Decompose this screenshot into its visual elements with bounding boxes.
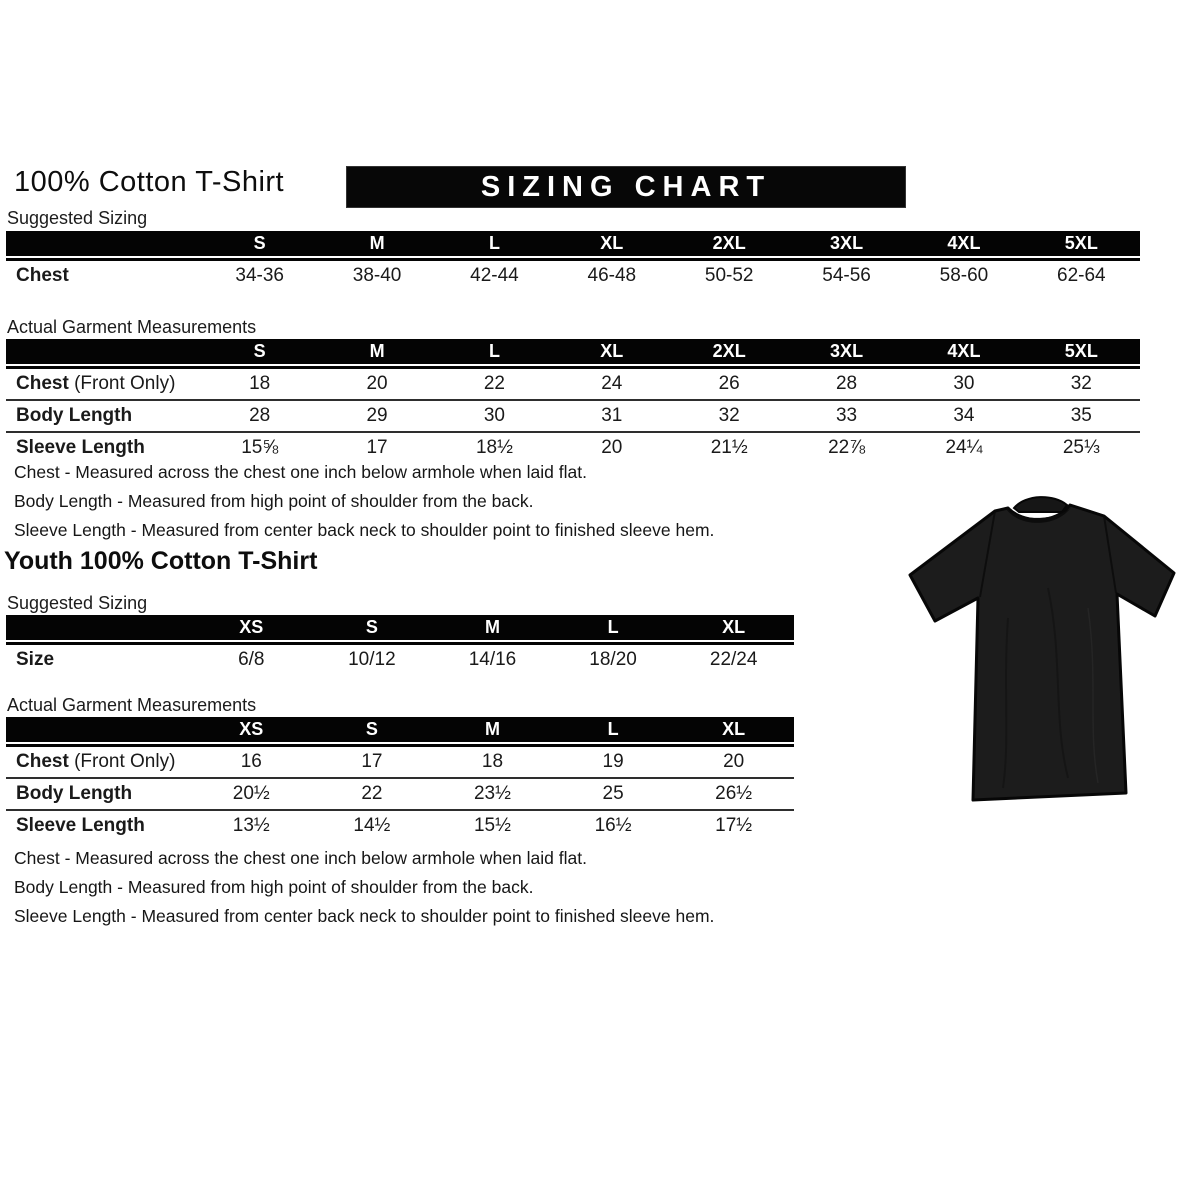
table-row [6, 369, 1140, 399]
measurement-value: 25 [602, 783, 624, 804]
measurement-value: 6/8 [238, 649, 265, 670]
size-column-header: 5XL [1064, 341, 1098, 361]
row-label: Sleeve Length [16, 437, 145, 458]
size-column-header: L [607, 617, 619, 637]
measurement-value: 26 [718, 373, 740, 394]
note-chest: Chest - Measured across the chest one inch below armhole when laid flat. [14, 462, 587, 482]
size-column-header: XS [239, 719, 264, 739]
size-column-header: 3XL [830, 233, 864, 253]
measurement-value: 17 [366, 437, 388, 458]
measurement-value: 19 [602, 751, 624, 772]
row-label: Size [16, 649, 55, 670]
size-column-header: XL [722, 719, 746, 739]
size-column-header: 3XL [830, 341, 864, 361]
table-row [6, 747, 794, 777]
tshirt-image [898, 478, 1188, 813]
note-body-length: Body Length - Measured from high point of shoulder from the back. [14, 491, 534, 511]
measurement-value: 34 [953, 405, 975, 426]
youth-suggested-sizing-table [6, 615, 794, 675]
measurement-value: 13½ [232, 815, 270, 836]
measurement-value: 20 [601, 437, 623, 458]
note-sleeve-length: Sleeve Length - Measured from center back neck to shoulder point to finished sleeve hem. [14, 906, 715, 926]
adult-suggested-sizing-table [6, 231, 1140, 291]
measurement-value: 32 [718, 405, 740, 426]
size-column-header: S [365, 617, 378, 637]
youth-actual-measurements-table [6, 717, 794, 841]
table-row [6, 399, 1140, 431]
youth-suggested-sizing-label: Suggested Sizing [7, 593, 148, 613]
size-column-header: M [484, 617, 500, 637]
size-column-header: XL [600, 341, 624, 361]
sizing-chart-banner: SIZING CHART [347, 167, 905, 207]
measurement-value: 10/12 [348, 649, 396, 670]
measurement-value: 31 [601, 405, 623, 426]
measurement-value: 38-40 [352, 265, 402, 286]
adult-actual-measurements-label: Actual Garment Measurements [7, 317, 257, 337]
measurement-value: 22/24 [709, 649, 758, 670]
size-column-header: L [488, 233, 500, 253]
adult-suggested-sizing-label: Suggested Sizing [7, 208, 148, 228]
table-row [6, 261, 1140, 291]
row-label: Body Length [16, 405, 133, 426]
measurement-value: 20 [366, 373, 388, 394]
measurement-value: 23½ [473, 783, 511, 804]
measurement-value: 14/16 [468, 649, 517, 670]
measurement-value: 54-56 [822, 265, 871, 286]
size-column-header: M [484, 719, 500, 739]
note-chest: Chest - Measured across the chest one inch below armhole when laid flat. [14, 848, 587, 868]
measurement-value: 26½ [715, 783, 753, 804]
size-column-header: 2XL [712, 233, 746, 253]
row-label: Chest (Front Only) [16, 373, 176, 394]
adult-actual-measurements-table [6, 339, 1140, 463]
size-column-header: XS [239, 617, 264, 637]
measurement-value: 50-52 [704, 265, 754, 286]
table-header-bar [6, 339, 1140, 364]
measurement-value: 28 [249, 405, 271, 426]
table-row [6, 645, 794, 675]
size-column-header: L [488, 341, 500, 361]
measurement-value: 14½ [353, 815, 391, 836]
measurement-value: 24 [601, 373, 623, 394]
measurement-value: 22⅞ [828, 437, 866, 458]
size-column-header: 4XL [947, 233, 981, 253]
measurement-value: 34-36 [235, 265, 284, 286]
row-label: Chest (Front Only) [16, 751, 176, 772]
row-label: Body Length [16, 783, 133, 804]
row-label: Sleeve Length [16, 815, 145, 836]
size-column-header: S [365, 719, 378, 739]
size-column-header: XL [600, 233, 624, 253]
measurement-value: 18 [481, 751, 504, 772]
size-column-header: S [253, 341, 266, 361]
size-column-header: 2XL [712, 341, 746, 361]
measurement-value: 32 [1070, 373, 1092, 394]
table-header-bar [6, 231, 1140, 256]
size-column-header: M [369, 233, 385, 253]
measurement-value: 15⅝ [241, 437, 279, 458]
measurement-value: 30 [483, 405, 505, 426]
size-column-header: S [253, 233, 266, 253]
measurement-value: 20½ [232, 783, 270, 804]
youth-section-title: Youth 100% Cotton T-Shirt [4, 547, 318, 575]
measurement-value: 22 [361, 783, 383, 804]
measurement-value: 62-64 [1057, 265, 1106, 286]
youth-actual-measurements-label: Actual Garment Measurements [7, 695, 257, 715]
measurement-value: 42-44 [470, 265, 519, 286]
table-header-bar [6, 615, 794, 640]
measurement-value: 21½ [710, 437, 748, 458]
measurement-value: 33 [835, 405, 858, 426]
measurement-value: 28 [835, 373, 858, 394]
note-sleeve-length: Sleeve Length - Measured from center back neck to shoulder point to finished sleeve hem. [14, 520, 715, 540]
size-column-header: M [369, 341, 385, 361]
measurement-value: 25⅓ [1062, 437, 1100, 458]
measurement-value: 18/20 [589, 649, 637, 670]
measurement-value: 18 [249, 373, 271, 394]
measurement-value: 16½ [594, 815, 632, 836]
measurement-value: 15½ [473, 815, 511, 836]
measurement-value: 46-48 [587, 265, 637, 286]
note-body-length: Body Length - Measured from high point of shoulder from the back. [14, 877, 534, 897]
table-header-bar [6, 717, 794, 742]
measurement-value: 22 [483, 373, 505, 394]
measurement-value: 17½ [715, 815, 753, 836]
black-tshirt-graphic [898, 478, 1188, 813]
measurement-value: 30 [953, 373, 975, 394]
table-row [6, 809, 794, 841]
youth-measurement-notes [14, 844, 714, 931]
measurement-value: 35 [1070, 405, 1092, 426]
measurement-value: 17 [361, 751, 383, 772]
measurement-value: 24¼ [945, 437, 983, 458]
size-column-header: XL [722, 617, 746, 637]
measurement-value: 18½ [475, 437, 513, 458]
measurement-value: 58-60 [939, 265, 989, 286]
table-row [6, 777, 794, 809]
size-column-header: 5XL [1064, 233, 1098, 253]
measurement-value: 29 [366, 405, 388, 426]
size-column-header: L [607, 719, 619, 739]
measurement-value: 20 [723, 751, 745, 772]
size-column-header: 4XL [947, 341, 981, 361]
row-label: Chest [16, 265, 69, 286]
page-title: 100% Cotton T-Shirt [14, 166, 285, 198]
adult-measurement-notes [14, 458, 714, 545]
measurement-value: 16 [240, 751, 262, 772]
